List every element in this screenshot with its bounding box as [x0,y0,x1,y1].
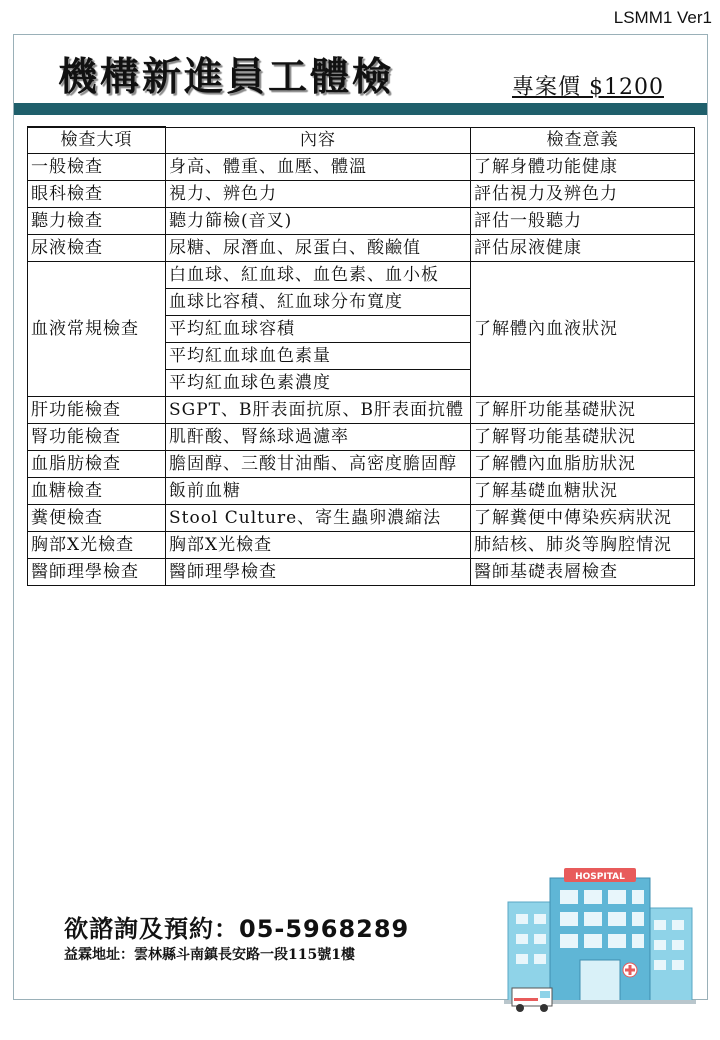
table-row [28,451,695,478]
column-header: 檢查大項 [28,127,166,154]
exam-item-cell: 血糖檢查 [28,478,166,505]
exam-meaning-cell: 了解糞便中傳染疾病狀況 [471,505,695,532]
table-row [28,181,695,208]
exam-content-cell: 平均紅血球血色素量 [166,343,471,370]
table-row [28,208,695,235]
exam-content-cell: SGPT、B肝表面抗原、B肝表面抗體 [166,397,471,424]
exam-content-cell: 醫師理學檢查 [166,559,471,586]
exam-table [27,126,695,586]
exam-meaning-cell: 肺結核、肺炎等胸腔情況 [471,532,695,559]
hospital-building-icon [500,860,700,1020]
page-title: 機構新進員工體檢 [58,55,395,100]
exam-item-cell: 眼科檢查 [28,181,166,208]
hospital-sign-text: HOSPITAL [575,872,625,882]
exam-item-cell: 胸部X光檢查 [28,532,166,559]
contact-phone: 欲諮詢及預約：05-5968289 [64,915,410,943]
price-label: 專案價 $1200 [512,75,664,100]
exam-meaning-cell: 了解腎功能基礎狀況 [471,424,695,451]
exam-content-cell: 肌酐酸、腎絲球過濾率 [166,424,471,451]
exam-meaning-cell: 了解基礎血糖狀況 [471,478,695,505]
exam-item-cell: 一般檢查 [28,154,166,181]
exam-content-cell: 視力、辨色力 [166,181,471,208]
exam-item-cell: 血脂肪檢查 [28,451,166,478]
exam-item-cell: 血液常規檢查 [28,262,166,397]
exam-meaning-cell: 了解肝功能基礎狀況 [471,397,695,424]
exam-item-cell: 聽力檢查 [28,208,166,235]
exam-meaning-cell: 了解體內血液狀況 [471,262,695,397]
table-row [28,235,695,262]
version-label: LSMM1 Ver1 [613,8,712,27]
column-header: 內容 [166,127,471,154]
exam-content-cell: Stool Culture、寄生蟲卵濃縮法 [166,505,471,532]
exam-meaning-cell: 評估視力及辨色力 [471,181,695,208]
column-header: 檢查意義 [471,127,695,154]
exam-item-cell: 糞便檢查 [28,505,166,532]
exam-content-cell: 平均紅血球容積 [166,316,471,343]
table-row [28,262,695,289]
clinic-address: 益霖地址：雲林縣斗南鎮長安路一段115號1樓 [64,947,355,963]
exam-content-cell: 尿糖、尿潛血、尿蛋白、酸鹼值 [166,235,471,262]
exam-content-cell: 白血球、紅血球、血色素、血小板 [166,262,471,289]
header-divider-bar [14,103,707,115]
exam-meaning-cell: 了解體內血脂肪狀況 [471,451,695,478]
table-row [28,478,695,505]
exam-meaning-cell: 評估尿液健康 [471,235,695,262]
exam-content-cell: 飯前血糖 [166,478,471,505]
exam-content-cell: 聽力篩檢(音叉) [166,208,471,235]
table-row [28,559,695,586]
table-header-row [28,127,695,154]
table-row [28,532,695,559]
exam-item-cell: 腎功能檢查 [28,424,166,451]
exam-content-cell: 身高、體重、血壓、體溫 [166,154,471,181]
exam-meaning-cell: 評估一般聽力 [471,208,695,235]
exam-content-cell: 血球比容積、紅血球分布寬度 [166,289,471,316]
exam-item-cell: 尿液檢查 [28,235,166,262]
table-row [28,154,695,181]
exam-content-cell: 平均紅血球色素濃度 [166,370,471,397]
table-row [28,397,695,424]
exam-content-cell: 胸部X光檢查 [166,532,471,559]
exam-meaning-cell: 了解身體功能健康 [471,154,695,181]
table-row [28,505,695,532]
exam-item-cell: 肝功能檢查 [28,397,166,424]
exam-content-cell: 膽固醇、三酸甘油酯、高密度膽固醇 [166,451,471,478]
table-row [28,424,695,451]
ambulance-icon [512,988,552,1012]
exam-item-cell: 醫師理學檢查 [28,559,166,586]
exam-meaning-cell: 醫師基礎表層檢查 [471,559,695,586]
